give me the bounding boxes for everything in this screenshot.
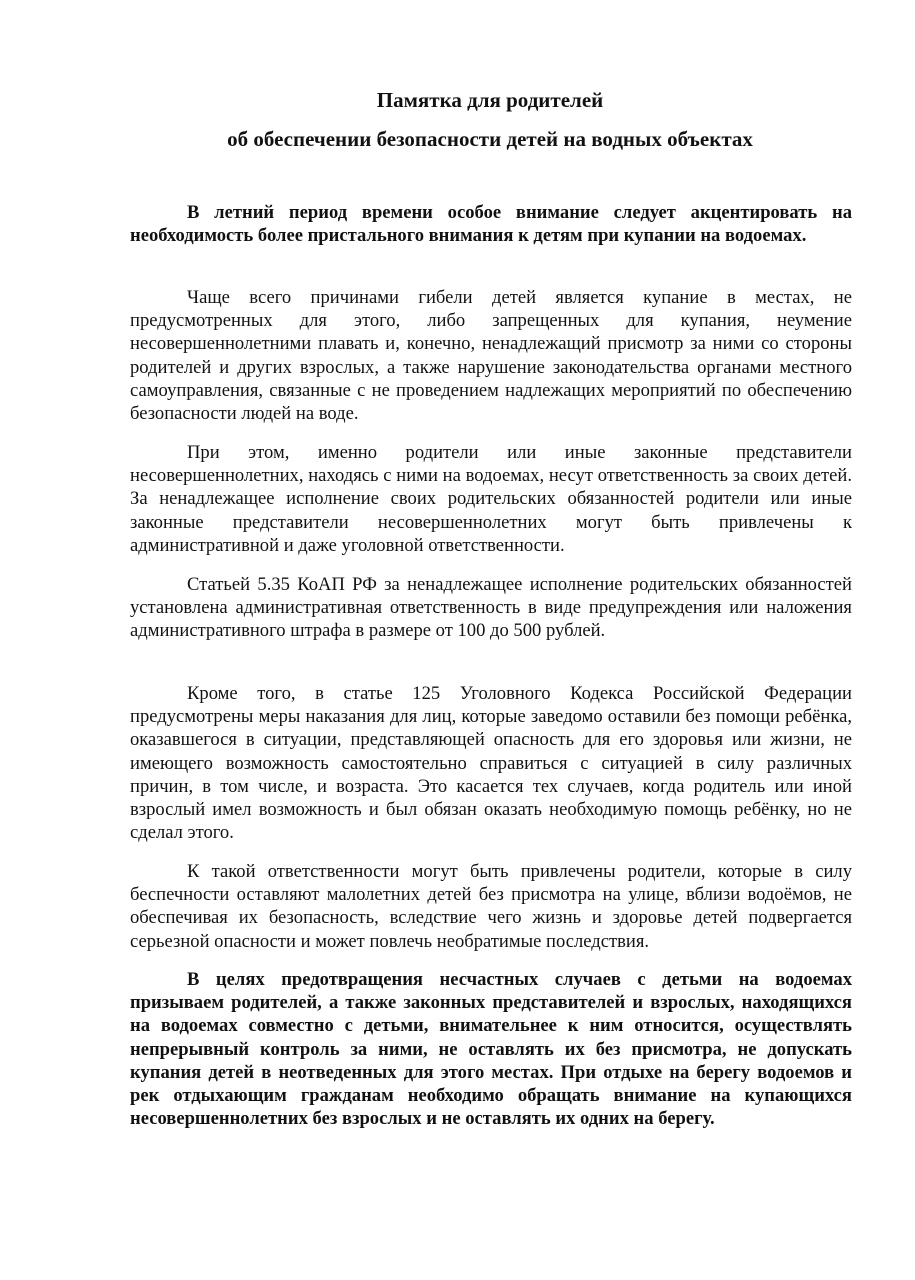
document-title: Памятка для родителей	[376, 88, 604, 112]
body-paragraph: Статьей 5.35 КоАП РФ за ненадлежащее исполнение родительских обязанностей установлена административная ответственность в виде предупреждения или наложения административного штрафа в размере от 100 до 500 рублей.	[130, 574, 852, 642]
body-paragraph: Кроме того, в статье 125 Уголовного Кодекса Российской Федерации предусмотрены меры наказания для лиц, которые заведомо оставили без помощи ребёнка, оказавшегося в ситуации, представляющей опасность для его здоровья или жизни, не имеющего возможность самостоятельно справиться с ситуацией в силу различных причин, в том числе, и возраста. Это касается тех случаев, когда родитель или иной взрослый имел возможность и был обязан оказать необходимую помощь ребёнку, но не сделал этого.	[130, 683, 852, 844]
document-subtitle: об обеспечении безопасности детей на водных объектах	[227, 127, 753, 151]
intro-paragraph: В летний период времени особое внимание следует акцентировать на необходимость более пристального внимания к детям при купании на водоемах.	[130, 202, 852, 247]
appeal-paragraph: В целях предотвращения несчастных случаев с детьми на водоемах призываем родителей, а также законных представителей и взрослых, находящихся на водоемах совместно с детьми, внимательнее к ним относится, осуществлять непрерывный контроль за ними, не оставлять их без присмотра, не допускать купания детей в неотведенных для этого местах. При отдыхе на берегу водоемов и рек отдыхающим гражданам необходимо обращать внимание на купающихся несовершеннолетних без взрослых и не оставлять их одних на берегу.	[130, 969, 852, 1130]
body-paragraph: При этом, именно родители или иные законные представители несовершеннолетних, находясь с ними на водоемах, несут ответственность за своих детей. За ненадлежащее исполнение своих родительских обязанностей родители или иные законные представители несовершеннолетних могут быть привлечены к административной и даже уголовной ответственности.	[130, 442, 852, 556]
body-paragraph: К такой ответственности могут быть привлечены родители, которые в силу беспечности оставляют малолетних детей без присмотра на улице, вблизи водоёмов, не обеспечивая их безопасность, вследствие чего жизнь и здоровье детей подвергается серьезной опасности и может повлечь необратимые последствия.	[130, 861, 852, 952]
body-paragraph: Чаще всего причинами гибели детей является купание в местах, не предусмотренных для этого, либо запрещенных для купания, неумение несовершеннолетними плавать и, конечно, ненадлежащий присмотр за ними со стороны родителей и других взрослых, а также нарушение законодательства органами местного самоуправления, связанные с не проведением надлежащих мероприятий по обеспечению безопасности людей на воде.	[130, 287, 852, 425]
